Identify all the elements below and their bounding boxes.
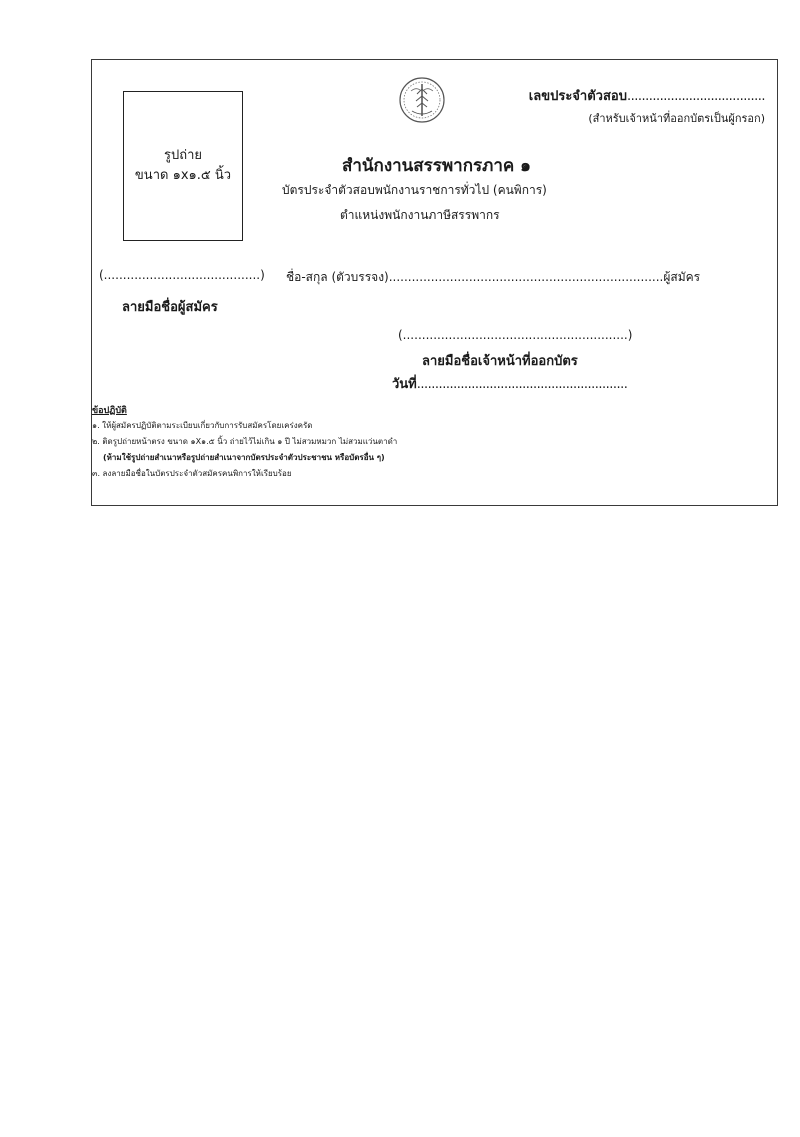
revenue-department-seal-icon bbox=[398, 76, 446, 124]
rule-item: ๓. ลงลายมือชื่อในบัตรประจำตัวสมัครคนพิการให้เรียบร้อย bbox=[92, 469, 292, 478]
rules-list bbox=[92, 418, 397, 482]
photo-placeholder bbox=[123, 91, 243, 241]
applicant-signature-line: (.........................................) bbox=[99, 268, 265, 282]
photo-label: รูปถ่าย bbox=[163, 148, 203, 163]
applicant-signature-label: ลายมือชื่อผู้สมัคร bbox=[122, 300, 218, 315]
officer-signature-line: (...........................................................) bbox=[398, 328, 633, 342]
exam-number-label: เลขประจำตัวสอบ bbox=[528, 89, 627, 104]
office-title: สำนักงานสรรพากรภาค ๑ bbox=[342, 156, 531, 176]
rules-heading: ข้อปฏิบัติ bbox=[92, 406, 127, 416]
date-dots: .......................................................... bbox=[416, 377, 628, 392]
officer-signature-label: ลายมือชื่อเจ้าหน้าที่ออกบัตร bbox=[422, 354, 578, 369]
exam-admission-card bbox=[91, 59, 778, 506]
date-label: วันที่ bbox=[392, 377, 417, 392]
position-title: ตำแหน่งพนักงานภาษีสรรพากร bbox=[340, 208, 500, 222]
rule-item: ๑. ให้ผู้สมัครปฏิบัติตามระเบียบเกี่ยวกับการรับสมัครโดยเคร่งครัด bbox=[92, 421, 313, 430]
rule-item: ๒. ติดรูปถ่ายหน้าตรง ขนาด ๑X๑.๕ นิ้ว ถ่ายไว้ไม่เกิน ๑ ปี ไม่สวมหมวก ไม่สวมแว่นตาดำ bbox=[92, 437, 398, 446]
rule-item-note: (ห้ามใช้รูปถ่ายสำเนาหรือรูปถ่ายสำเนาจากบัตรประจำตัวประชาชน หรือบัตรอื่น ๆ) bbox=[103, 453, 385, 462]
card-type: บัตรประจำตัวสอบพนักงานราชการทั่วไป (คนพิการ) bbox=[282, 183, 547, 197]
exam-number-dots: ...................................... bbox=[626, 89, 765, 104]
date-field bbox=[392, 373, 627, 394]
exam-number-field bbox=[529, 85, 765, 106]
exam-number-note: (สำหรับเจ้าหน้าที่ออกบัตรเป็นผู้กรอก) bbox=[588, 112, 765, 125]
applicant-name-field: ชื่อ-สกุล (ตัวบรรจง)........................................................................ผู้สมัคร bbox=[286, 270, 701, 284]
photo-size: ขนาด ๑x๑.๕ นิ้ว bbox=[134, 168, 232, 183]
